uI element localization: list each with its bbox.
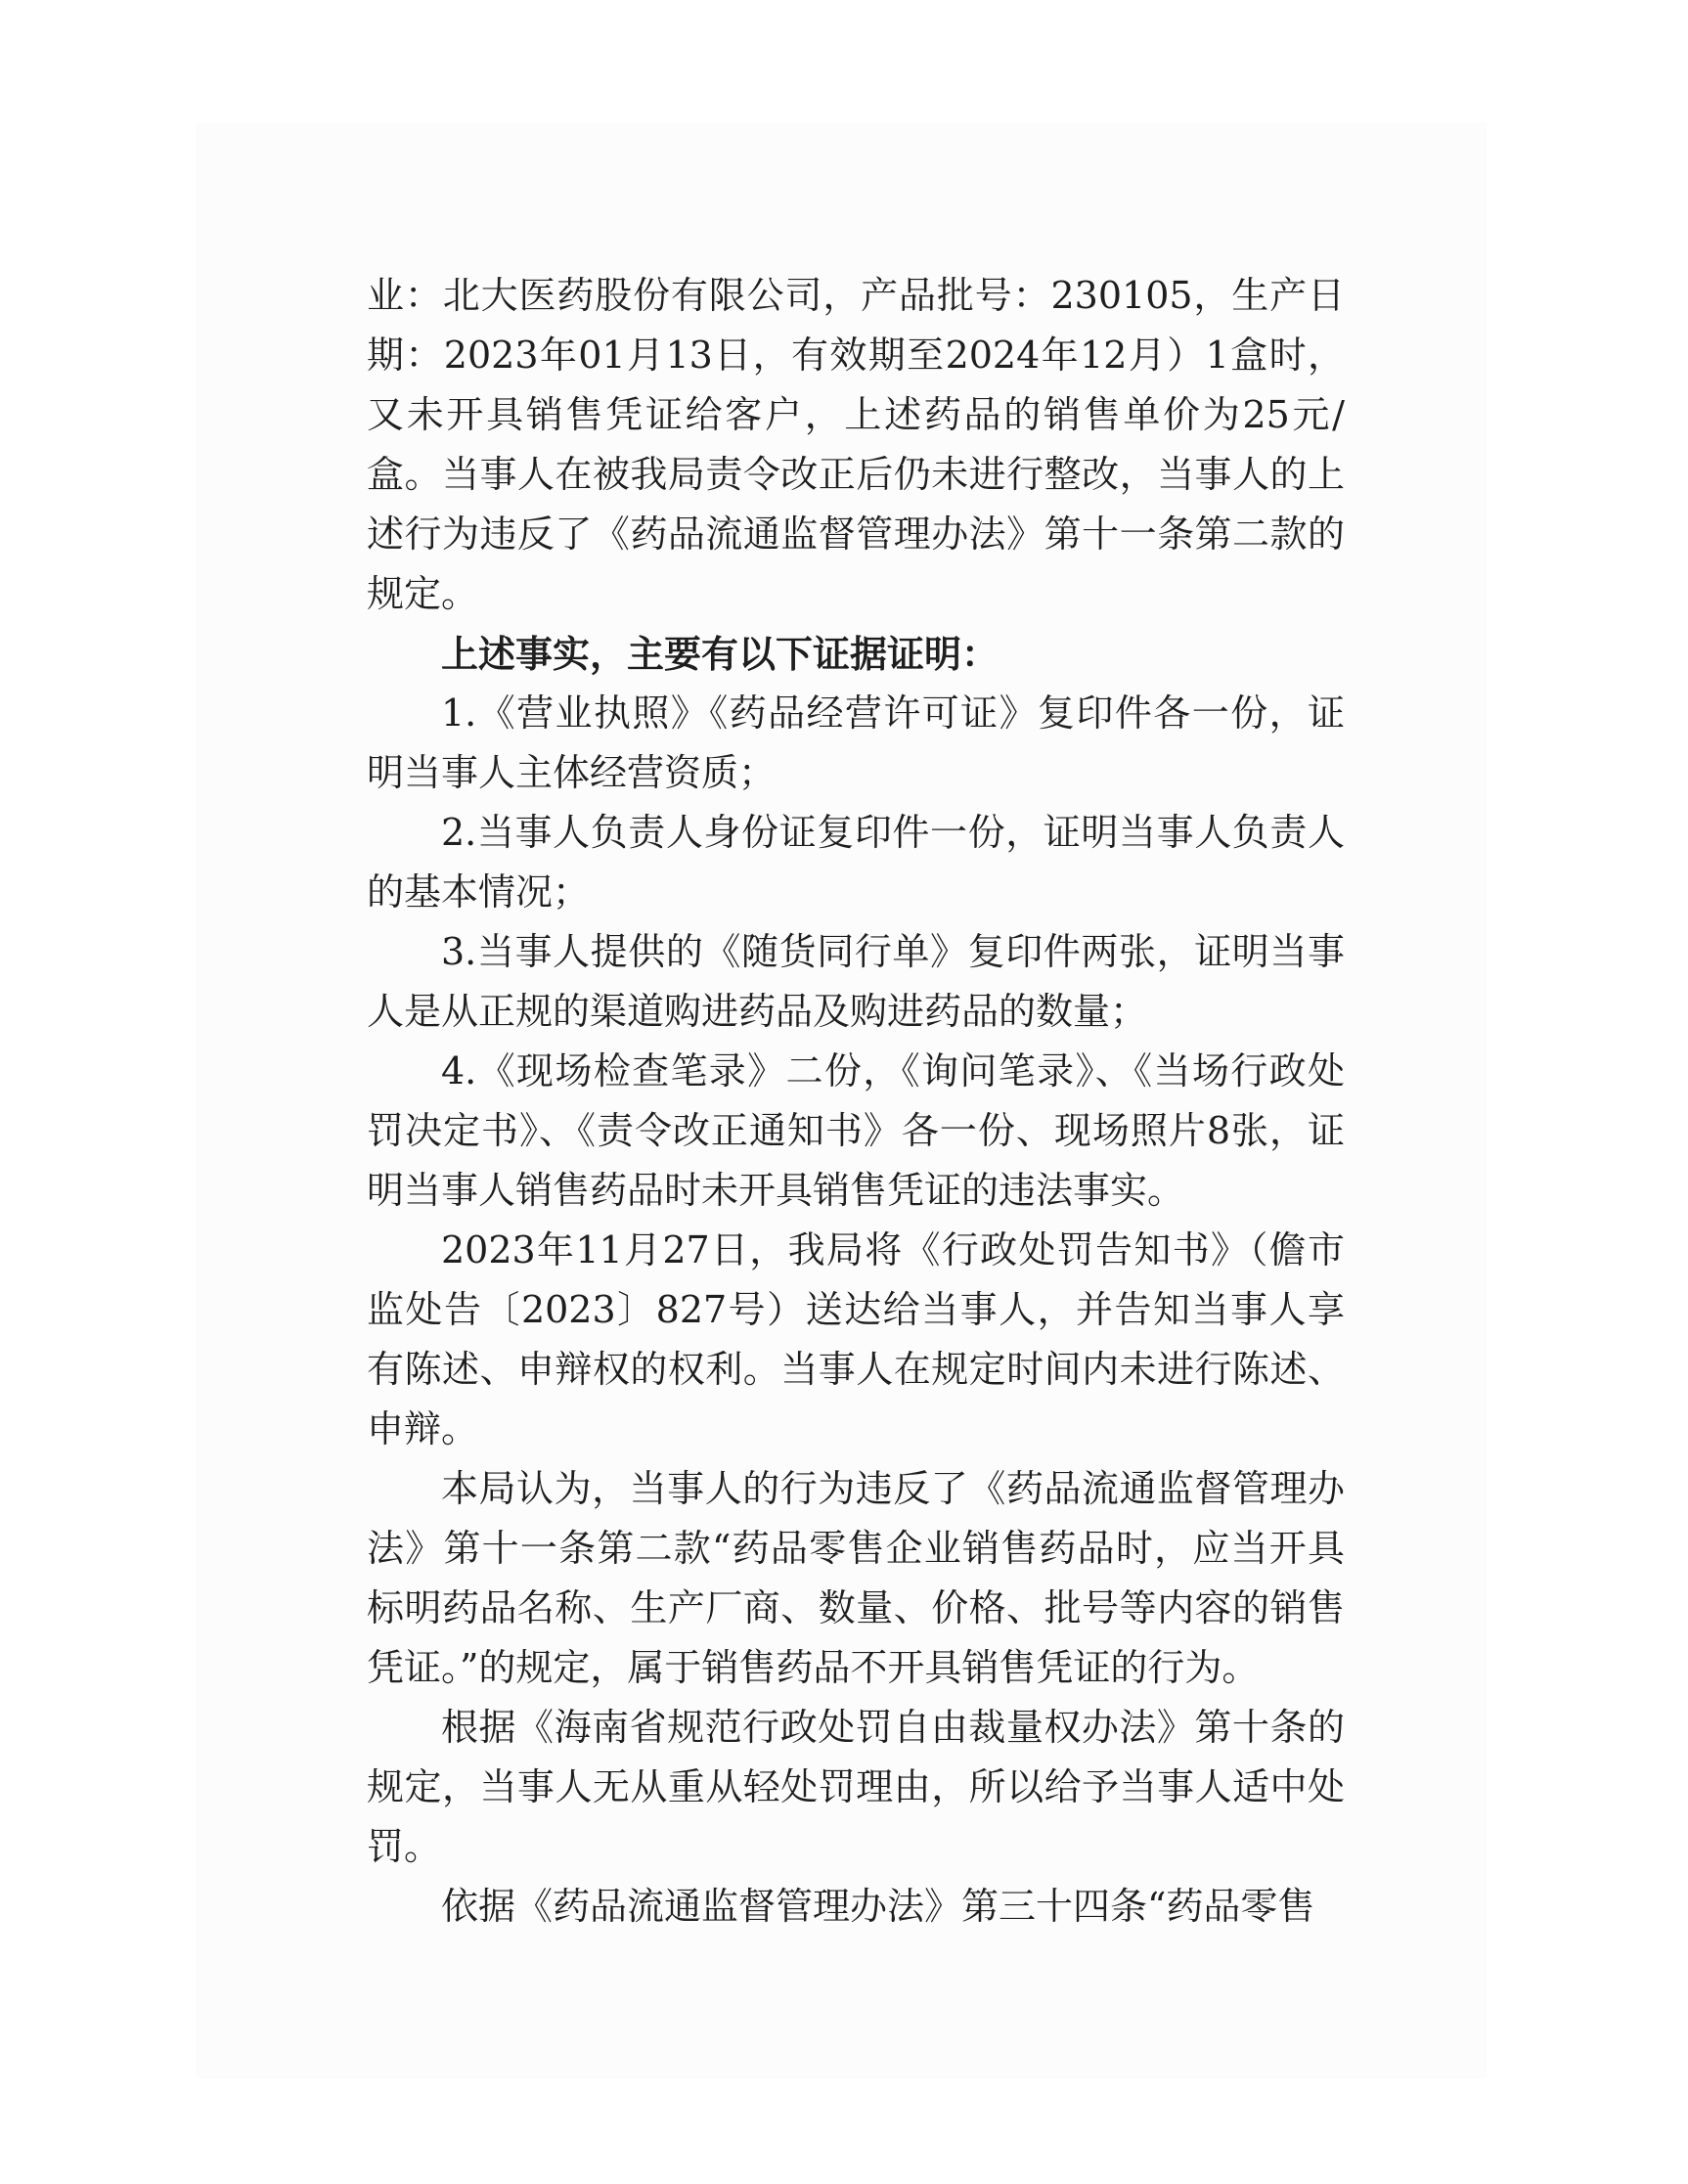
paragraph-discretion: 根据《海南省规范行政处罚自由裁量权办法》第十条的规定，当事人无从重从轻处罚理由，所以给予当事人适中处罚。 <box>367 1706 1345 1868</box>
paragraph-evidence-2: 2.当事人负责人身份证复印件一份，证明当事人负责人的基本情况； <box>367 811 1345 914</box>
paragraph-evidence-1: 1.《营业执照》《药品经营许可证》复印件各一份，证明当事人主体经营资质； <box>367 691 1345 794</box>
paragraph-finding: 本局认为，当事人的行为违反了《药品流通监督管理办法》第十一条第二款“药品零售企业销售药品时，应当开具标明药品名称、生产厂商、数量、价格、批号等内容的销售凭证。”的规定，属于销售药品不开具销售凭证的行为。 <box>367 1467 1345 1689</box>
paragraph-notice: 2023年11月27日，我局将《行政处罚告知书》（儋市监处告〔2023〕827号）送达给当事人，并告知当事人享有陈述、申辩权的权利。当事人在规定时间内未进行陈述、申辩。 <box>367 1228 1345 1450</box>
paragraph-evidence-3: 3.当事人提供的《随货同行单》复印件两张，证明当事人是从正规的渠道购进药品及购进药品的数量； <box>367 930 1345 1033</box>
paragraph-evidence-4: 4.《现场检查笔录》二份，《询问笔录》、《当场行政处罚决定书》、《责令改正通知书》各一份、现场照片8张，证明当事人销售药品时未开具销售凭证的违法事实。 <box>367 1049 1345 1212</box>
paragraph-facts-continued: 业：北大医药股份有限公司，产品批号：230105，生产日期：2023年01月13日，有效期至2024年12月）1盒时，又未开具销售凭证给客户，上述药品的销售单价为25元/盒。当事人在被我局责令改正后仍未进行整改，当事人的上述行为违反了《药品流通监督管理办法》第十一条第二款的规定。 <box>367 274 1345 615</box>
paragraph-evidence-heading: 上述事实，主要有以下证据证明： <box>441 632 999 676</box>
paragraph-basis: 依据《药品流通监督管理办法》第三十四条“药品零售 <box>441 1885 1315 1928</box>
document-body <box>367 266 1345 1937</box>
